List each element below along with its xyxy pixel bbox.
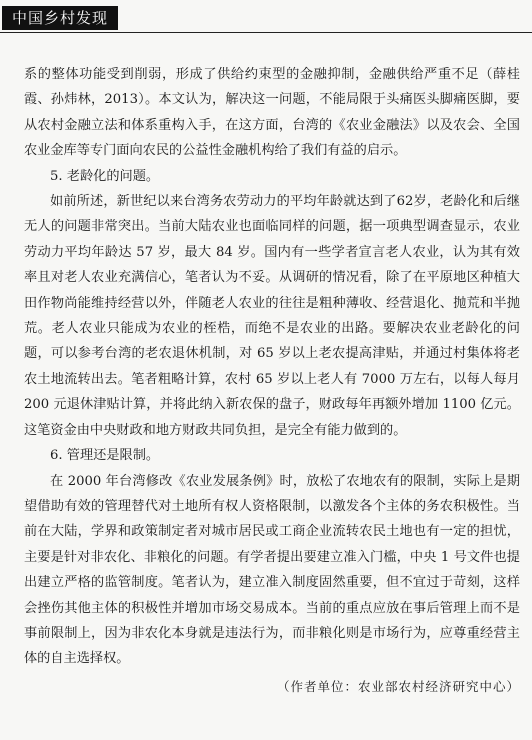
journal-title: 中国乡村发现 bbox=[2, 6, 118, 30]
section-heading-management: 6. 管理还是限制。 bbox=[50, 448, 160, 464]
paragraph-continued: 系的整体功能受到削弱，形成了供给约束型的金融抑制，金融供给严重不足（薛桂霞、孙炜林，2013）。本文认为，解决这一问题，不能局限于头痛医头脚痛医脚，要从农村金融立法和体系重构入手，在这方面，台湾的《农业金融法》以及农会、全国农业金库等专门面向农民的公益性金融机构给了我们有益的启示。 bbox=[24, 67, 520, 159]
section-heading-aging: 5. 老龄化的问题。 bbox=[50, 168, 160, 184]
author-affiliation: （作者单位：农业部农村经济研究中心） bbox=[276, 678, 520, 694]
article-body bbox=[24, 62, 520, 699]
header-rule bbox=[0, 32, 532, 33]
paragraph-management: 在 2000 年台湾修改《农业发展条例》时，放松了农地农有的限制，实际上是期望借助有效的管理替代对土地所有权人资格限制，以激发各个主体的务农积极性。当前在大陆，学界和政策制定者对城市居民或工商企业流转农民土地也有一定的担忧，主要是针对非农化、非粮化的问题。有学者提出要建立准入门槛，中央 1 号文件也提出建立严格的监管制度。笔者认为，建立准入制度固然重要，但不宜过于苛刻，这样会挫伤其他主体的积极性并增加市场交易成本。当前的重点应放在事后管理上而不是事前限制上，因为非农化本身就是违法行为，而非粮化则是市场行为，应尊重经营主体的自主选择权。 bbox=[24, 473, 520, 667]
paragraph-aging: 如前所述，新世纪以来台湾务农劳动力的平均年龄就达到了62岁，老龄化和后继无人的问题非常突出。当前大陆农业也面临同样的问题，据一项典型调查显示，农业劳动力平均年龄达 57 岁，最大 84 岁。国内有一些学者宣言老人农业，认为其有效率且对老人农业充满信心，笔者认为不妥。从调研的情况看，除了在平原地区种植大田作物尚能维持经营以外，伴随老人农业的往往是粗种薄收、经营退化、抛荒和半抛荒。老人农业只能成为农业的桎梏，而绝不是农业的出路。要解决农业老龄化的问题，可以参考台湾的老农退休机制，对 65 岁以上老农提高津贴，并通过村集体将老农土地流转出去。笔者粗略计算，农村 65 岁以上老人有 7000 万左右，以每人每月 200 元退休津贴计算，并将此纳入新农保的盘子，财政每年再额外增加 1100 亿元。这笔资金由中央财政和地方财政共同负担，是完全有能力做到的。 bbox=[24, 194, 520, 438]
page-header bbox=[0, 0, 532, 36]
